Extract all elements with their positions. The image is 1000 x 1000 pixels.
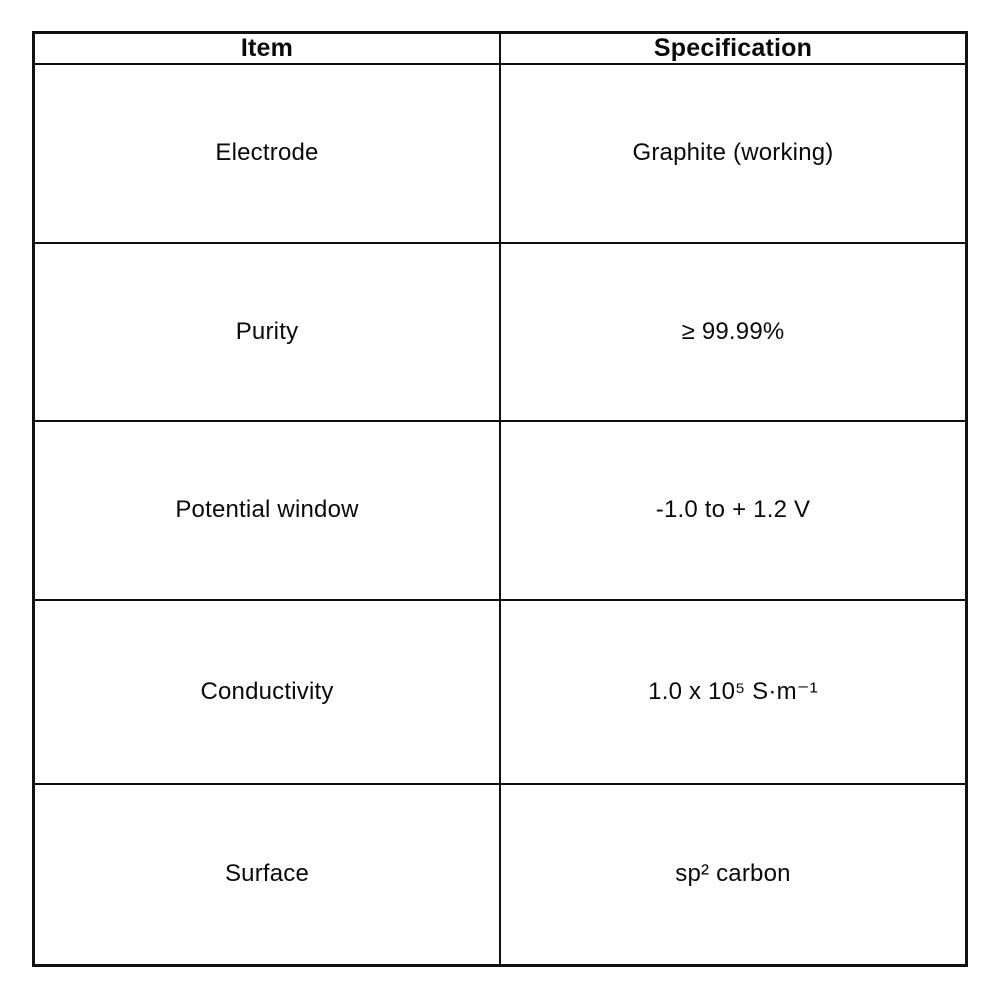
spec-cell-purity: ≥ 99.99%: [500, 243, 967, 422]
table-row: [34, 243, 967, 422]
table-row: [34, 64, 967, 243]
table-row: [34, 784, 967, 966]
item-cell-potential-window: Potential window: [34, 421, 501, 600]
item-cell-conductivity: Conductivity: [34, 600, 501, 784]
table-row: [34, 421, 967, 600]
item-cell-surface: Surface: [34, 784, 501, 966]
table-row: [34, 600, 967, 784]
header-cell-specification: Specification: [500, 33, 967, 65]
item-cell-electrode: Electrode: [34, 64, 501, 243]
item-cell-purity: Purity: [34, 243, 501, 422]
table-header-row: [34, 33, 967, 65]
spec-cell-potential-window: -1.0 to + 1.2 V: [500, 421, 967, 600]
spec-cell-surface: sp² carbon: [500, 784, 967, 966]
specification-table: [32, 31, 968, 967]
spec-cell-conductivity: 1.0 x 10⁵ S·m⁻¹: [500, 600, 967, 784]
header-cell-item: Item: [34, 33, 501, 65]
spec-cell-electrode: Graphite (working): [500, 64, 967, 243]
